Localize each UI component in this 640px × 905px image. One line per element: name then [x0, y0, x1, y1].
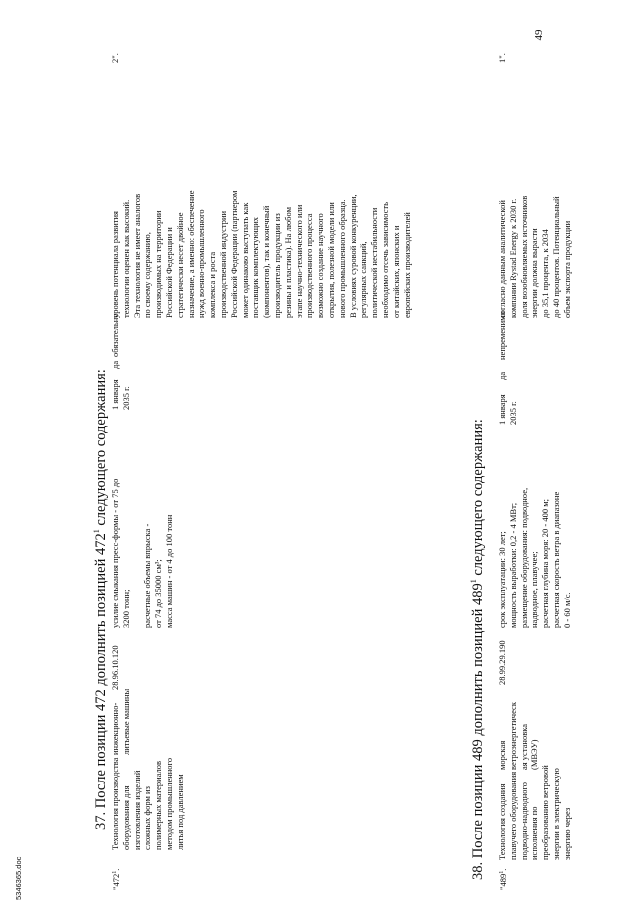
section-37-heading [89, 369, 109, 830]
table-row-472-1 [110, 10, 440, 890]
justification-note-line: до 35,1 процента, к 2034 [540, 229, 551, 318]
technology-name-line: Технология создания [497, 783, 507, 860]
justification-note-line: может одинаково выступать как [239, 202, 250, 318]
row-index-text: "489 [498, 873, 508, 890]
specifications-line: 3200 тонн; [120, 589, 131, 628]
specifications-line: усилие смыкания пресс-формы - от 75 до [110, 478, 120, 628]
specifications-line: от 74 до 35000 см³; [153, 559, 164, 628]
equipment-type-line: (МВЭУ) [529, 739, 540, 770]
table-row-489-1 [497, 10, 627, 890]
justification-note-line: от китайских, японских и [390, 225, 401, 318]
justification-note-line: европейских производителей [401, 212, 412, 318]
specifications-line: расчетная скорость ветра в диапазоне [550, 491, 561, 628]
technology-name-line: исполнения по [529, 806, 540, 860]
equipment-type-line: ветроэнергетическ [507, 702, 518, 770]
equipment-type-line: литьевые машины [120, 688, 131, 755]
justification-note-line: В условиях суровой конкуренции, [347, 194, 358, 318]
equipment-type-line: ая установка [518, 723, 529, 770]
justification-note-line: по своему содержанию, [142, 232, 153, 318]
justification-note-line: открытия, полезной модели или [325, 202, 336, 318]
justification-note-line: технологии оценен как высокий. [120, 199, 131, 318]
okpd-code: 28.96.10.120 [110, 645, 120, 690]
deadline-date-line: 1 января [497, 394, 507, 425]
priority-value: 1". [497, 53, 507, 63]
equipment-type-line: инжекционно- [110, 702, 120, 755]
justification-note [110, 190, 412, 318]
okpd-code: 28.99.29.190 [497, 640, 507, 685]
technology-name [497, 765, 573, 860]
justification-note-line: доля возобновляемых источников [518, 195, 529, 318]
justification-note-line: комплекса и роста [207, 251, 218, 318]
section-38-heading [466, 419, 486, 880]
specifications-line: расчетные объемы впрыска - [142, 523, 153, 628]
footer-file-code [14, 856, 44, 905]
equipment-type [497, 702, 540, 770]
technology-name-line: Технология производства [110, 757, 120, 850]
equipment-type-line: морская [497, 740, 507, 770]
specifications [497, 488, 573, 628]
justification-note-line: возможно создание научного [315, 213, 326, 318]
deadline-date-line: 2035 г. [507, 401, 518, 425]
specifications [110, 479, 175, 628]
row-index-sup: 1 [499, 870, 505, 874]
specifications-line: расчетная глубина моря: 20 - 400 м; [540, 499, 551, 628]
justification-note-line: стратегически несет двойное [174, 212, 185, 318]
justification-note-line: нужд военно-промышленного [196, 209, 207, 318]
section-37-heading-prefix: 37. После позиции 472 дополнить позицией 472 [93, 533, 109, 830]
justification-note-line: производственной индустрии [217, 210, 228, 318]
row-index-dot: . [498, 868, 508, 871]
specifications-line: размещение оборудования: подводное, [518, 487, 529, 628]
justification-note-line: производитель продукции из [271, 213, 282, 318]
row-index [497, 869, 509, 890]
justification-note-line: компании Rystad Energy к 2030 г. [507, 198, 518, 318]
rotated-content [0, 10, 610, 890]
specifications-line: масса машин - от 4 до 100 тонн [163, 514, 174, 628]
justification-note-line: согласно данным аналитической [497, 200, 507, 318]
justification-note-line: регулярных санкций, [358, 241, 369, 318]
justification-note-line: объем экспорта продукции [561, 220, 572, 318]
technology-name-line: методом промышленного [163, 757, 174, 850]
footer-file-code-text: 5346365.doc [14, 856, 23, 900]
equipment-type [110, 689, 132, 755]
justification-note-line: энергии должна вырасти [529, 228, 540, 318]
justification-note-line: производственного процесса [304, 213, 315, 318]
technology-name-line: плавучего оборудования [507, 771, 518, 860]
technology-name-line: подводно-надводного [518, 781, 529, 860]
section-38-heading-prefix: 38. После позиции 489 дополнить позицией 489 [470, 583, 486, 880]
justification-note-line: назначение, а именно: обеспечение [185, 190, 196, 318]
justification-note-line: политической нестабильности [369, 207, 380, 318]
priority-value: 2". [110, 53, 120, 63]
justification-note-line: Эта технология не имеет аналогов [131, 193, 142, 318]
technology-name-line: полимерных материалов [153, 760, 164, 850]
technology-name-line: изготовления изделий [131, 770, 142, 850]
justification-note-line: Российской Федерации (партнером [228, 190, 239, 318]
requirement-status: обязательно [110, 313, 120, 357]
row-index-text: "472 [111, 873, 121, 890]
justification-note-line: (компонентов), так и конечный [261, 205, 272, 318]
justification-note-line: нового промышленного образца. [336, 199, 347, 318]
technology-name [110, 758, 186, 850]
specifications-line: надводное, плавучее; [529, 551, 540, 628]
technology-name-line: сложных форм из [142, 786, 153, 850]
specifications-line: мощность выработки: 0,2 - 4 МВт; [507, 502, 518, 628]
deadline-date [497, 394, 519, 425]
section-38-heading-suffix: следующего содержания: [470, 419, 486, 580]
justification-note-line: необходимо отсечь зависимость [379, 201, 390, 318]
deadline-date-line: 2035 г. [120, 386, 131, 410]
row-index [110, 869, 122, 890]
section-37-heading-suffix: следующего содержания: [93, 369, 109, 530]
justification-note [497, 196, 573, 318]
justification-note-line: резины и пластика). На любом [282, 207, 293, 318]
deadline-date-line: 1 января [110, 379, 120, 410]
row-index-sup: 1 [112, 870, 118, 874]
justification-note-line: производимых на территории [153, 210, 164, 318]
deadline-date [110, 379, 132, 410]
justification-note-line: поставщик комплектующих [250, 216, 261, 318]
technology-name-line: литья под давлением [174, 774, 185, 850]
section-37-heading-sup: 1 [92, 529, 101, 534]
technology-name-line: энергии в электрическую [550, 768, 561, 860]
justification-note-line: этапе научно-технического или [293, 204, 304, 318]
specifications-line: срок эксплуатации: 30 лет; [497, 531, 507, 628]
flag-yes: да [110, 360, 120, 369]
technology-name-line: энергию через [561, 807, 572, 860]
justification-note-line: Российской Федерации и [163, 227, 174, 318]
section-38-heading-sup: 1 [469, 579, 478, 584]
justification-note-line: уровень потенциала развития [110, 211, 120, 318]
page-number: 49 [533, 29, 545, 41]
requirement-status: непременимо [497, 311, 507, 360]
technology-name-line: оборудования для [120, 785, 131, 850]
specifications-line [132, 479, 143, 628]
specifications-line: 0 - 60 м/с. [561, 592, 572, 628]
row-index-dot: . [111, 868, 121, 871]
technology-name-line: преобразованию ветровой [540, 765, 551, 860]
flag-yes: да [497, 371, 507, 380]
justification-note-line: до 40 процентов. Потенциальный [550, 196, 561, 318]
